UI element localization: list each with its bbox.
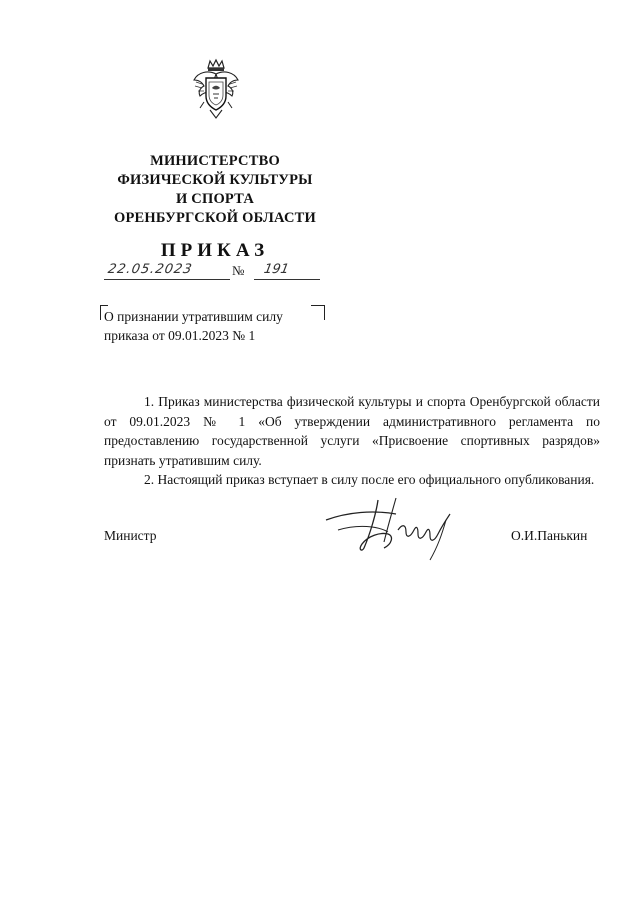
order-body <box>104 392 600 490</box>
ministry-line: ФИЗИЧЕСКОЙ КУЛЬТУРЫ <box>117 172 313 188</box>
order-date-number-line <box>104 262 320 282</box>
body-paragraph: 1. Приказ министерства физической культуры и спорта Оренбургской области от 09.01.2023 № 1 «Об утверждении административного регламента по предоставлению государственной услуги «Присвоение спортивных разрядов» признать утратившим силу. <box>104 394 600 468</box>
subject-line: приказа от 09.01.2023 № 1 <box>104 328 256 343</box>
ministry-line: ОРЕНБУРГСКОЙ ОБЛАСТИ <box>114 210 316 226</box>
document-type-title: ПРИКАЗ <box>160 240 270 261</box>
signer-name: О.И.Панькин <box>511 528 588 543</box>
order-date: 22.05.2023 <box>106 262 194 277</box>
order-subject <box>104 307 334 345</box>
ministry-line: И СПОРТА <box>176 191 254 207</box>
body-paragraph: 2. Настоящий приказ вступает в силу после его официального опубликования. <box>144 472 595 487</box>
number-underline <box>254 279 320 280</box>
coat-of-arms-icon <box>190 58 242 120</box>
handwritten-signature-icon <box>318 490 478 570</box>
date-underline <box>104 279 230 280</box>
signer-position: Министр <box>104 528 157 543</box>
ministry-name <box>90 152 340 228</box>
subject-line: О признании утратившим силу <box>104 309 283 324</box>
ministry-line: МИНИСТЕРСТВО <box>150 153 280 169</box>
number-sign: № <box>232 263 245 278</box>
order-number: 191 <box>262 262 291 277</box>
